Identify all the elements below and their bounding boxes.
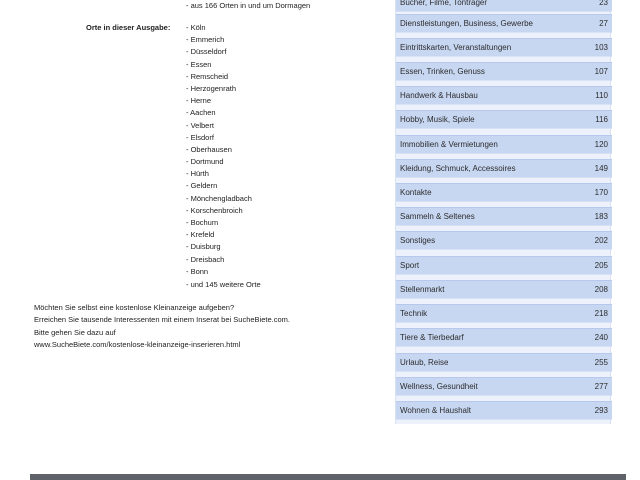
category-row-kontakte xyxy=(396,183,612,202)
category-page-number: 293 xyxy=(594,406,608,415)
category-row-wohnen xyxy=(396,401,612,420)
category-label: Tiere & Tierbedarf xyxy=(400,333,464,342)
location-item: - Elsdorf xyxy=(186,132,214,142)
category-row-kleidung xyxy=(396,159,612,178)
category-index xyxy=(395,0,611,424)
category-row-stellenmarkt xyxy=(396,280,612,299)
category-label: Immobilien & Vermietungen xyxy=(400,140,498,149)
category-label: Wellness, Gesundheit xyxy=(400,382,478,391)
category-page-number: 255 xyxy=(594,358,608,367)
location-item: - Bochum xyxy=(186,218,219,227)
category-page-number: 208 xyxy=(594,285,608,294)
category-page-number: 107 xyxy=(594,67,608,76)
location-item: - Duisburg xyxy=(186,242,221,252)
category-page-number: 103 xyxy=(594,43,608,52)
category-label: Sport xyxy=(400,261,420,270)
page-footer-bar xyxy=(30,474,626,480)
more-locations-line: - und 145 weitere Orte xyxy=(186,280,261,289)
category-page-number: 110 xyxy=(595,91,608,100)
category-page-number: 149 xyxy=(594,164,608,173)
location-item: - Krefeld xyxy=(186,230,215,240)
location-item: - Korschenbroich xyxy=(186,205,243,215)
category-page-number: 120 xyxy=(594,140,608,149)
category-row-eintrittskarten xyxy=(396,38,612,57)
category-page-number: 116 xyxy=(595,115,608,124)
category-label: Urlaub, Reise xyxy=(400,358,449,367)
advert-benefit-line: Erreichen Sie tausende Interessenten mit einem Inserat bei SucheBiete.com. xyxy=(34,315,290,325)
category-label: Dienstleistungen, Business, Gewerbe xyxy=(400,19,533,28)
category-page-number: 277 xyxy=(594,382,608,391)
category-row-buecher xyxy=(396,0,612,12)
location-item: - Oberhausen xyxy=(186,144,232,154)
category-label: Handwerk & Hausbau xyxy=(400,91,478,100)
category-page-number: 218 xyxy=(594,309,608,318)
category-row-wellness xyxy=(396,377,612,396)
category-row-hobby xyxy=(396,110,612,129)
location-item: - Düsseldorf xyxy=(186,47,227,57)
category-row-immobilien xyxy=(396,135,612,154)
location-item: - Hürth xyxy=(186,169,209,179)
category-row-urlaub xyxy=(396,353,612,372)
advert-url-line: www.SucheBiete.com/kostenlose-kleinanzeige-inserieren.html xyxy=(34,339,241,349)
locations-list xyxy=(186,22,252,278)
location-item: - Köln xyxy=(186,23,206,32)
category-row-sport xyxy=(396,256,612,275)
category-label: Kleidung, Schmuck, Accessoires xyxy=(400,164,516,173)
category-label: Stellenmarkt xyxy=(400,285,445,294)
location-item: - Velbert xyxy=(186,120,214,130)
category-page-number: 183 xyxy=(594,212,608,221)
location-item: - Dreisbach xyxy=(186,254,225,264)
category-page-number: 27 xyxy=(599,19,608,28)
category-label: Eintrittskarten, Veranstaltungen xyxy=(400,43,512,52)
category-page-number: 202 xyxy=(594,236,608,245)
location-item: - Bonn xyxy=(186,266,209,276)
location-item: - Mönchengladbach xyxy=(186,193,252,203)
category-label: Kontakte xyxy=(400,188,432,197)
location-item: - Geldern xyxy=(186,181,218,191)
category-label: Wohnen & Haushalt xyxy=(400,406,472,415)
category-label: Hobby, Musik, Spiele xyxy=(400,115,475,124)
category-label: Technik xyxy=(400,309,428,318)
category-row-dienstleistungen xyxy=(396,14,612,33)
advert-question-line: Möchten Sie selbst eine kostenlose Kleinanzeige aufgeben? xyxy=(34,303,235,312)
category-page-number: 170 xyxy=(594,188,608,197)
category-label: Essen, Trinken, Genuss xyxy=(400,67,485,76)
category-row-tiere xyxy=(396,328,612,347)
category-label: Sammeln & Seltenes xyxy=(400,212,475,221)
location-item: - Aachen xyxy=(186,108,216,118)
category-page-number: 205 xyxy=(594,261,608,270)
category-row-essen xyxy=(396,62,612,81)
locations-label: Orte in dieser Ausgabe: xyxy=(86,23,171,32)
advert-info-text xyxy=(34,302,394,351)
location-item: - Emmerich xyxy=(186,35,225,45)
category-label: Sonstiges xyxy=(400,236,436,245)
advert-instruction-line: Bitte gehen Sie dazu auf xyxy=(34,327,116,337)
location-item: - Dortmund xyxy=(186,157,224,167)
category-row-sonstiges xyxy=(396,231,612,250)
category-row-technik xyxy=(396,304,612,323)
category-row-sammeln xyxy=(396,207,612,226)
location-item: - Herne xyxy=(186,96,212,106)
location-item: - Herzogenrath xyxy=(186,83,237,93)
category-page-number: 23 xyxy=(599,0,608,7)
location-item: - Remscheid xyxy=(186,71,229,81)
category-label: Bücher, Filme, Tonträger xyxy=(400,0,488,7)
source-count-line: - aus 166 Orten in und um Dormagen xyxy=(186,1,311,10)
category-row-handwerk xyxy=(396,86,612,105)
category-page-number: 240 xyxy=(594,333,608,342)
location-item: - Essen xyxy=(186,59,212,69)
